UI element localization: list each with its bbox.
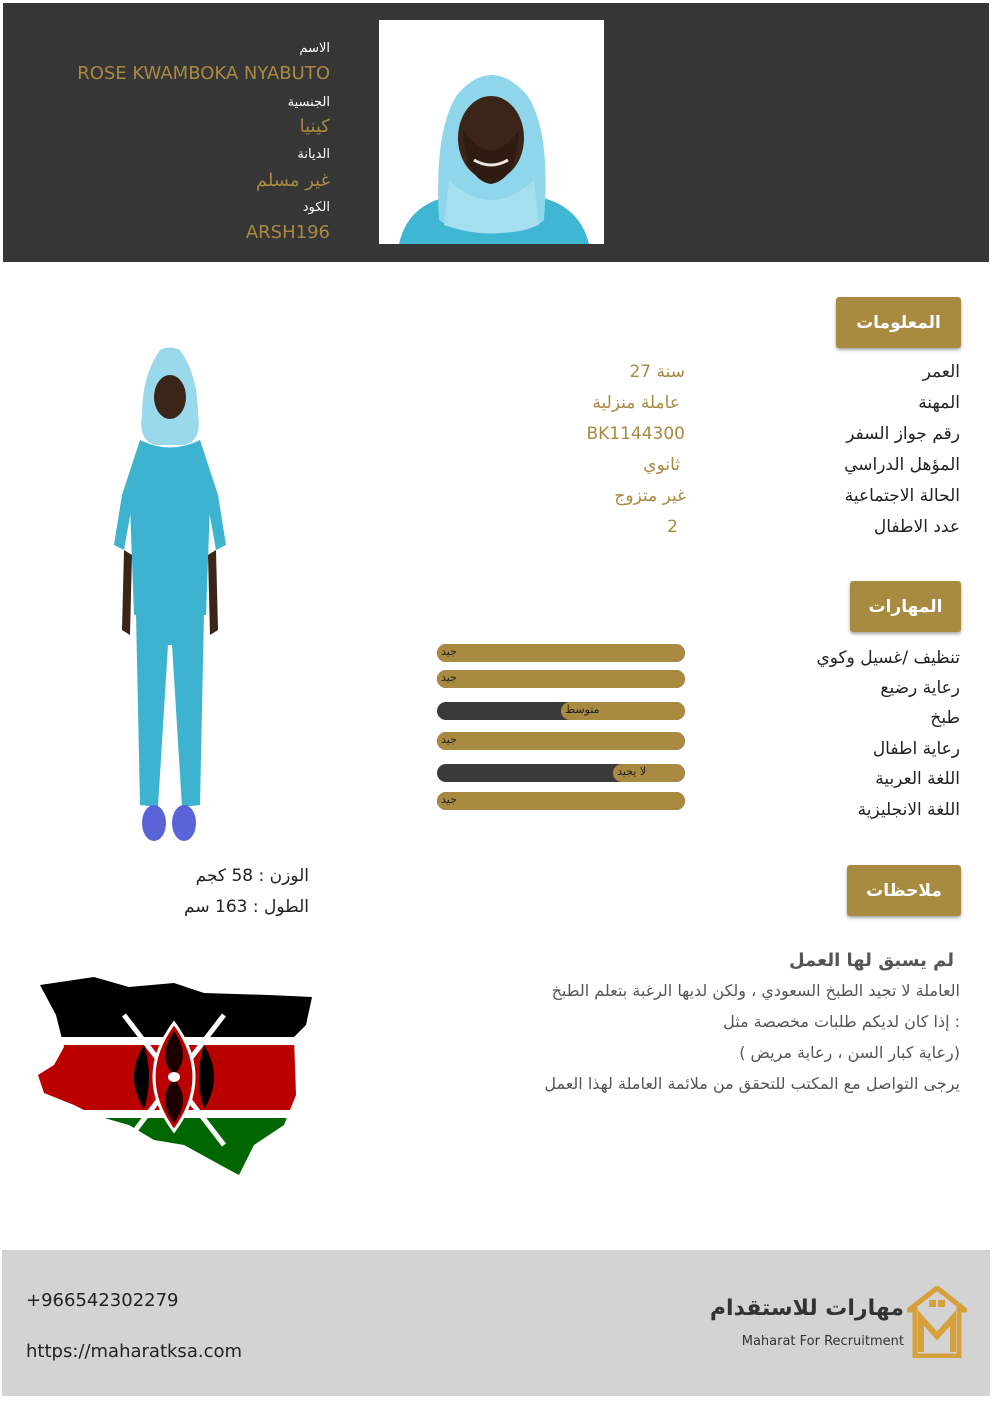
kenya-flag-map: [34, 975, 314, 1180]
skill-childcare-fill: [437, 732, 685, 750]
height-text: الطول : 163 سم: [184, 897, 309, 917]
skill-infant-care-bar: [437, 670, 685, 688]
info-section-title: المعلومات: [836, 297, 961, 348]
children-value: 2: [667, 517, 678, 537]
profession-value: عاملة منزلية: [592, 393, 680, 413]
logo-english-text: Maharat For Recruitment: [741, 1334, 904, 1349]
marital-status-label: الحالة الاجتماعية: [844, 486, 960, 506]
skill-childcare-level: جيد: [441, 733, 457, 746]
skill-childcare-label: رعاية اطفال: [872, 739, 960, 759]
age-value: 27 سنة: [629, 362, 685, 382]
header-fields: [3, 3, 330, 262]
education-label: المؤهل الدراسي: [844, 455, 960, 475]
marital-status-value: غير متزوج: [614, 486, 686, 506]
skill-cooking-level: متوسط: [565, 703, 600, 716]
full-body-photo: [110, 345, 230, 845]
skills-section-title: المهارات: [850, 581, 961, 632]
profession-label: المهنة: [918, 393, 960, 413]
notes-heading: لم يسبق لها العمل: [789, 950, 954, 971]
logo-arabic-text: مهارات للاستقدام: [709, 1296, 904, 1321]
code-label: الكود: [302, 200, 330, 215]
worker-name: ROSE KWAMBOKA NYABUTO: [77, 63, 330, 84]
note-line-2: إذا كان لديكم طلبات مخصصة مثل :: [723, 1012, 960, 1031]
company-logo: [709, 1286, 972, 1366]
notes-section-title: ملاحظات: [847, 865, 961, 916]
weight-text: الوزن : 58 كجم: [195, 866, 309, 886]
skill-infant-care-fill: [437, 670, 685, 688]
education-value: ثانوي: [643, 455, 680, 475]
skill-english-level: جيد: [441, 793, 457, 806]
age-label: العمر: [922, 362, 960, 382]
skill-arabic-label: اللغة العربية: [875, 769, 960, 789]
skill-arabic-bar: [437, 764, 685, 782]
skill-arabic-level: لا يجيد: [617, 765, 647, 778]
skill-english-fill: [437, 792, 685, 810]
passport-value: BK1144300: [586, 424, 685, 444]
skill-cleaning-label: تنظيف /غسيل وكوي: [816, 648, 960, 668]
note-line-4: يرجى التواصل مع المكتب للتحقق من ملائمة العاملة لهذا العمل: [544, 1074, 960, 1093]
note-line-3: ( رعاية كبار السن ، رعاية مريض): [739, 1043, 960, 1062]
passport-label: رقم جواز السفر: [846, 424, 960, 444]
nationality-value: كينيا: [299, 116, 330, 137]
religion-label: الديانة: [297, 147, 330, 162]
skill-infant-care-label: رعاية رضيع: [880, 678, 960, 698]
note-line-1: العاملة لا تجيد الطبخ السعودي ، ولكن لديها الرغبة بتعلم الطبخ: [551, 981, 960, 1000]
skill-infant-care-level: جيد: [441, 671, 457, 684]
name-label: الاسم: [299, 41, 330, 56]
portrait-photo: [379, 20, 604, 244]
children-label: عدد الاطفال: [873, 517, 960, 537]
skill-cooking-bar: [437, 702, 685, 720]
skill-childcare-bar: [437, 732, 685, 750]
phone-number[interactable]: +966542302279: [26, 1290, 179, 1311]
skill-english-bar: [437, 792, 685, 810]
skill-cleaning-fill: [437, 644, 685, 662]
skill-cleaning-bar: [437, 644, 685, 662]
code-value: ARSH196: [245, 222, 330, 243]
religion-value: غير مسلم: [255, 170, 330, 191]
nationality-label: الجنسية: [287, 95, 330, 110]
header-banner: [3, 3, 989, 262]
website-link[interactable]: https://maharatksa.com: [26, 1341, 243, 1362]
skill-english-label: اللغة الانجليزية: [857, 800, 960, 820]
logo-house-icon: [907, 1286, 967, 1358]
skill-cooking-label: طبخ: [930, 708, 960, 728]
footer: [2, 1250, 990, 1396]
skill-cleaning-level: جيد: [441, 645, 457, 658]
